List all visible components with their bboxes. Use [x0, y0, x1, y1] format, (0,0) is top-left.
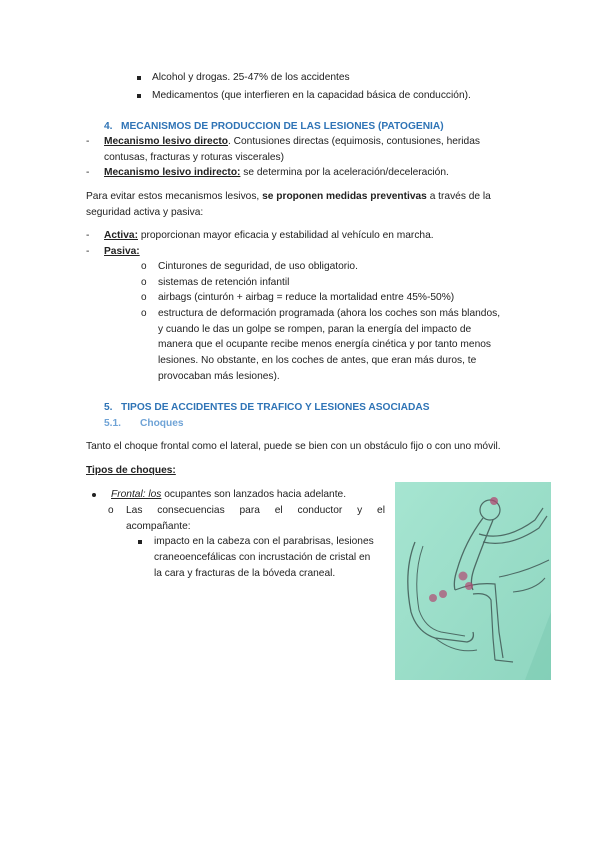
section-4-title: MECANISMOS DE PRODUCCION DE LAS LESIONES (PATOGENIA) [121, 121, 444, 132]
consecuencias-line1: Las consecuencias para el conductor y el [126, 505, 385, 516]
seated-occupant-sketch [395, 482, 551, 680]
deformacion-line4: lesiones. No obstante, en los coches de antes, que eran más duros, te [158, 355, 477, 366]
mech-indirect-line [104, 165, 449, 180]
tipos-title: Tipos de choques: [86, 465, 176, 476]
activa-text: proporcionan mayor eficacia y estabilidad al vehículo en marcha. [137, 230, 434, 241]
circle-marker: o [141, 261, 147, 272]
bullet-marker [138, 540, 142, 544]
pasiva-item-airbags: airbags (cinturón + airbag = reduce la mortalidad entre 45%-50%) [158, 292, 455, 303]
dash-marker: - [86, 246, 90, 257]
deformacion-line2: y cuando le das un golpe se rompen, paran la energía del impacto de [158, 324, 472, 335]
circle-marker: o [141, 292, 147, 303]
frontal-label: Frontal: los [111, 489, 162, 500]
preventive-pre: Para evitar estos mecanismos lesivos, [86, 191, 263, 202]
circle-marker: o [141, 277, 147, 288]
activa-label: Activa: [104, 230, 138, 241]
sketch-image-icon [395, 482, 551, 680]
mech-direct-text: . Contusiones directas (equimosis, contusiones, heridas [228, 136, 480, 147]
frontal-line [111, 487, 346, 502]
section-5-title: TIPOS DE ACCIDENTES DE TRAFICO Y LESIONES ASOCIADAS [121, 402, 430, 413]
mech-indirect-label: Mecanismo lesivo indirecto: [104, 167, 241, 178]
bullet-marker [137, 76, 141, 80]
deformacion-line3: manera que el ocupante recibe menos energía cinética y por tanto menos [158, 339, 491, 350]
dash-marker: - [86, 167, 90, 178]
intro-paragraph: Tanto el choque frontal como el lateral, puede se bien con un obstáculo fijo o con uno móvil. [86, 441, 501, 452]
mech-indirect-text: se determina por la aceleración/deceleración. [240, 167, 449, 178]
circle-marker: o [108, 505, 114, 516]
mech-direct-line1 [104, 134, 514, 149]
section-5-number: 5. [104, 402, 113, 413]
frontal-text: ocupantes son lanzados hacia adelante. [161, 489, 347, 500]
dash-marker: - [86, 230, 90, 241]
pasiva-item-cinturones: Cinturones de seguridad, de uso obligatorio. [158, 261, 358, 272]
preventive-post: a través de la [426, 191, 491, 202]
list-item-medicamentos: Medicamentos (que interfieren en la capacidad básica de conducción). [152, 90, 471, 101]
section-5-1-number: 5.1. [104, 418, 121, 429]
deformacion-line5: provocaban más lesiones). [158, 371, 280, 382]
dash-marker: - [86, 136, 90, 147]
bullet-marker [137, 94, 141, 98]
pasiva-label: Pasiva: [104, 246, 140, 257]
mech-direct-label: Mecanismo lesivo directo [104, 136, 228, 147]
impacto-line1: impacto en la cabeza con el parabrisas, lesiones [154, 536, 374, 547]
bullet-marker [92, 493, 96, 497]
pasiva-item-sistemas: sistemas de retención infantil [158, 277, 290, 288]
mech-direct-line2: contusas, fracturas y roturas viscerales) [104, 152, 285, 163]
preventive-bold: se proponen medidas preventivas [262, 191, 427, 202]
section-5-1-title: Choques [140, 418, 184, 429]
list-item-alcohol: Alcohol y drogas. 25-47% de los accidentes [152, 72, 350, 83]
circle-marker: o [141, 308, 147, 319]
preventive-line2: seguridad activa y pasiva: [86, 207, 204, 218]
impacto-line2: craneoencefálicas con incrustación de cristal en [154, 552, 371, 563]
activa-line [104, 228, 434, 243]
section-4-number: 4. [104, 121, 113, 132]
preventive-line1 [86, 189, 491, 204]
impacto-line3: la cara y fracturas de la bóveda craneal. [154, 568, 336, 579]
deformacion-line1: estructura de deformación programada (ahora los coches son más blandos, [158, 308, 501, 319]
consecuencias-line2: acompañante: [126, 521, 191, 532]
